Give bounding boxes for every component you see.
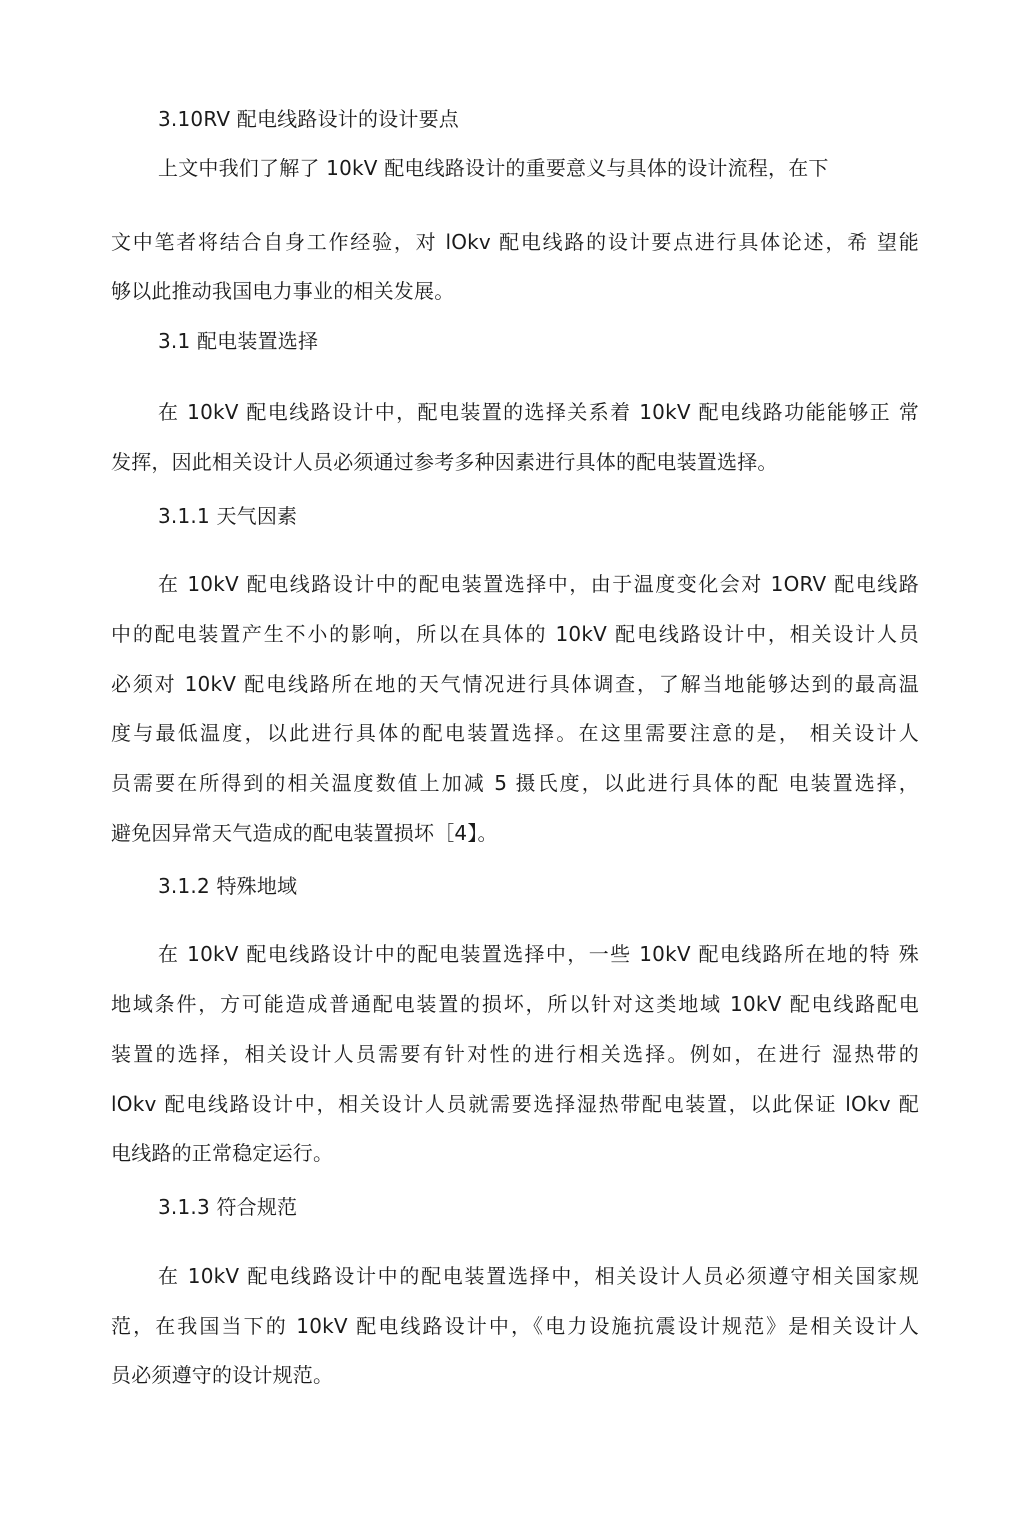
paragraph-line: 员需要在所得到的相关温度数值上加减 5 摄氏度，以此进行具体的配 电装置选择， xyxy=(111,771,919,795)
paragraph-line: 范，在我国当下的 10kV 配电线路设计中，《电力设施抗震设计规范》是相关设计人 xyxy=(111,1314,919,1338)
paragraph-line: 装置的选择，相关设计人员需要有针对性的进行相关选择。例如，在进行 湿热带的 xyxy=(111,1042,919,1066)
section-heading-3-10: 3.10RV 配电线路设计的设计要点 xyxy=(158,107,459,131)
section-heading-3-1-2: 3.1.2 特殊地域 xyxy=(158,874,298,898)
paragraph-line: 度与最低温度，以此进行具体的配电装置选择。在这里需要注意的是， 相关设计人 xyxy=(111,721,919,745)
paragraph-line: 文中笔者将结合自身工作经验，对 lOkv 配电线路的设计要点进行具体论述，希 望能 xyxy=(111,230,919,254)
paragraph-line: 在 10kV 配电线路设计中，配电装置的选择关系着 10kV 配电线路功能能够正 常 xyxy=(158,400,919,424)
paragraph-line: 避免因异常天气造成的配电装置损坏［4】。 xyxy=(111,821,498,845)
paragraph-line: 必须对 10kV 配电线路所在地的天气情况进行具体调查，了解当地能够达到的最高温 xyxy=(111,672,919,696)
paragraph-line: 在 10kV 配电线路设计中的配电装置选择中，由于温度变化会对 1ORV 配电线路 xyxy=(158,572,919,596)
paragraph-line: 电线路的正常稳定运行。 xyxy=(111,1141,334,1165)
section-heading-3-1-1: 3.1.1 天气因素 xyxy=(158,504,298,528)
paragraph-line: 发挥，因此相关设计人员必须通过参考多种因素进行具体的配电装置选择。 xyxy=(111,450,778,474)
paragraph-line: 员必须遵守的设计规范。 xyxy=(111,1363,334,1387)
paragraph-line: 够以此推动我国电力事业的相关发展。 xyxy=(111,279,455,303)
paragraph-line: 在 10kV 配电线路设计中的配电装置选择中，一些 10kV 配电线路所在地的特 殊 xyxy=(158,942,919,966)
section-heading-3-1: 3.1 配电装置选择 xyxy=(158,329,319,353)
section-heading-3-1-3: 3.1.3 符合规范 xyxy=(158,1195,298,1219)
paragraph-line: 地域条件，方可能造成普通配电装置的损坏，所以针对这类地域 10kV 配电线路配电 xyxy=(111,992,919,1016)
paragraph-line: lOkv 配电线路设计中，相关设计人员就需要选择湿热带配电装置，以此保证 lOkv 配 xyxy=(111,1092,919,1116)
paragraph-line: 中的配电装置产生不小的影响，所以在具体的 10kV 配电线路设计中，相关设计人员 xyxy=(111,622,919,646)
paragraph-line: 在 10kV 配电线路设计中的配电装置选择中，相关设计人员必须遵守相关国家规 xyxy=(158,1264,919,1288)
paragraph-line: 上文中我们了解了 10kV 配电线路设计的重要意义与具体的设计流程，在下 xyxy=(158,156,829,180)
